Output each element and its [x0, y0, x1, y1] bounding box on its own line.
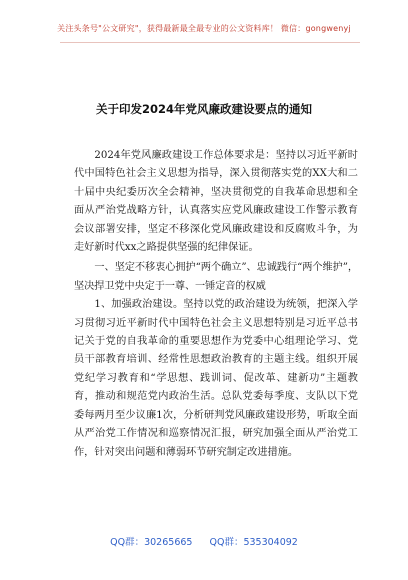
body-paragraph-political: 1、加强政治建设。坚持以党的政治建设为统领，把深入学习贯彻习近平新时代中国特色社会主义思想特别是习近平总书记关于党的自我革命的重要思想作为党委中心组理论学习、党员干部教育培训、经常性思想政治教育的主题主线。组织开展党纪学习教育和“学思想、践训词、促改革、建新功”主题教育，推动和规范党内政治生活。总队党委每季度、支队以下党委每两月至少议廉1次，分析研判党风廉政建设形势，听取全面从严治党工作情况和巡察情况汇报，研究加强全面从严治党工作，针对突出问题和薄弱环节研究制定改进措施。 — [74, 299, 358, 458]
section-heading-1: 一、坚定不移衷心拥护“两个确立”、忠诚践行“两个维护”，坚决捍卫党中央定于一尊、一锤定音的权威 — [74, 262, 358, 292]
contact-footer — [0, 534, 408, 548]
promo-header: 关注头条号"公文研究"，获得最新最全最专业的公文资料库！ 微信：gongwenyj — [57, 24, 351, 33]
header-divider — [60, 42, 360, 43]
qq-group-1: QQ群：30265665 — [110, 537, 193, 548]
document-title: 关于印发2024年党风廉政建设要点的通知 — [95, 102, 312, 116]
body-paragraph-intro: 2024年党风廉政建设工作总体要求是：坚持以习近平新时代中国特色社会主义思想为指导，深入贯彻落实党的XX大和二十届中央纪委历次全会精神，坚决贯彻党的自我革命思想和全面从严治党战略方针，认真落实应党风廉政建设工作警示教育会议部署安排，坚定不移深化党风廉政建设和反腐败斗争，为走好新时代xx之路提供坚强的纪律保证。 — [74, 150, 358, 254]
qq-group-2: QQ群：535304092 — [209, 537, 298, 548]
document-body — [74, 147, 358, 462]
